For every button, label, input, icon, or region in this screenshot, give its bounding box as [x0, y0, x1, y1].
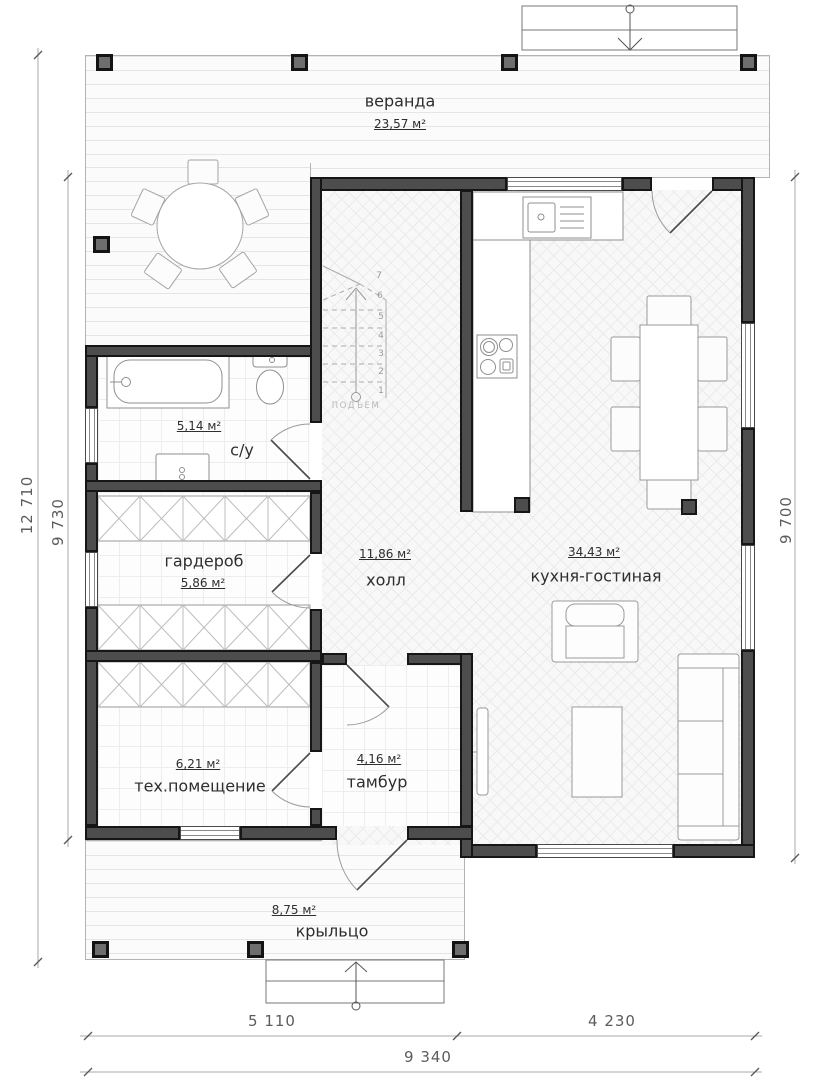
- window: [85, 552, 98, 607]
- door-bathroom: [271, 424, 310, 479]
- porch-post: [452, 941, 469, 958]
- wall-segment: [85, 463, 98, 552]
- door-kitchen-entry: [652, 191, 712, 233]
- window: [85, 408, 98, 463]
- room-name-porch: крыльцо: [295, 921, 369, 941]
- window: [180, 826, 240, 840]
- bath: [107, 354, 229, 408]
- dining-set: [611, 296, 727, 509]
- room-name-tech-room: тех.помещение: [134, 776, 266, 796]
- wall-segment: [741, 428, 755, 545]
- dining-chair: [698, 337, 727, 381]
- wardrobe-shelving: [98, 496, 310, 650]
- dimension-bottom-left: 5 110: [248, 1012, 296, 1030]
- wall-segment: [240, 826, 337, 840]
- porch-post: [92, 941, 109, 958]
- wall-segment: [85, 826, 180, 840]
- column: [514, 497, 530, 513]
- stair-step-number: 2: [378, 367, 384, 377]
- armchair: [552, 601, 638, 662]
- door-wardrobe: [272, 555, 310, 608]
- toilet: [253, 354, 287, 404]
- wall-segment: [310, 808, 322, 826]
- wall-segment: [310, 492, 322, 554]
- bathroom-sink: [156, 454, 209, 481]
- dimension-left-total: 12 710: [18, 475, 36, 535]
- dimension-left-inner: 9 730: [49, 498, 67, 546]
- wall-segment: [85, 480, 322, 492]
- room-area-wardrobe: 5,86 м²: [180, 576, 226, 590]
- veranda-chair: [188, 160, 218, 184]
- dimension-bottom-right: 4 230: [588, 1012, 636, 1030]
- kitchen-sink: [523, 197, 591, 238]
- room-area-veranda: 23,57 м²: [373, 117, 427, 131]
- wall-segment: [622, 177, 652, 191]
- wall-segment: [741, 177, 755, 323]
- window: [741, 545, 755, 650]
- porch-post: [247, 941, 264, 958]
- room-area-porch: 8,75 м²: [271, 903, 317, 917]
- column: [681, 499, 697, 515]
- stair-direction-label: ПОДЪЕМ: [331, 401, 381, 411]
- stair-step-number: 4: [378, 331, 384, 341]
- wall-segment: [85, 650, 322, 662]
- wall-segment: [673, 844, 755, 858]
- stair-step-number: 6: [377, 291, 383, 301]
- room-name-hall: холл: [366, 570, 406, 590]
- wall-segment: [310, 177, 507, 191]
- dimension-bottom-total: 9 340: [404, 1048, 452, 1066]
- wall-segment: [460, 653, 473, 827]
- window: [741, 323, 755, 428]
- veranda-post: [96, 54, 113, 71]
- coffee-table: [572, 707, 622, 797]
- veranda-post: [291, 54, 308, 71]
- stairs: [323, 266, 386, 402]
- door-porch-exit: [337, 840, 407, 890]
- window: [537, 844, 673, 858]
- veranda-post: [501, 54, 518, 71]
- room-name-wardrobe: гардероб: [164, 551, 244, 571]
- tech-room-shelving: [98, 662, 310, 707]
- room-name-kitchen-living: кухня-гостиная: [530, 566, 662, 586]
- stair-step-number: 5: [378, 312, 384, 322]
- wall-segment: [322, 653, 347, 665]
- stair-step-number: 3: [378, 349, 384, 359]
- stair-step-number: 7: [376, 271, 382, 281]
- dining-table: [640, 325, 698, 480]
- wall-segment: [85, 607, 98, 826]
- dining-chair: [698, 407, 727, 451]
- dining-chair: [611, 407, 640, 451]
- door-tech-room: [272, 753, 310, 807]
- room-area-vestibule: 4,16 м²: [356, 752, 402, 766]
- stair-step-number: 1: [378, 386, 384, 396]
- wall-segment: [460, 190, 473, 512]
- room-area-bathroom: 5,14 м²: [176, 419, 222, 433]
- room-name-bathroom: с/у: [230, 440, 254, 460]
- room-name-vestibule: тамбур: [346, 772, 408, 792]
- room-area-kitchen-living: 34,43 м²: [567, 545, 621, 559]
- door-vestibule: [347, 665, 389, 725]
- room-name-veranda: веранда: [364, 91, 436, 111]
- dining-chair: [647, 296, 691, 326]
- entry-steps-bottom: [266, 960, 444, 1010]
- cooktop: [477, 335, 517, 378]
- dining-chair: [611, 337, 640, 381]
- veranda-table-set: [131, 160, 269, 289]
- room-area-tech-room: 6,21 м²: [175, 757, 221, 771]
- veranda-post: [93, 236, 110, 253]
- veranda-round-table: [157, 183, 243, 269]
- wall-segment: [310, 662, 322, 752]
- wall-segment: [741, 650, 755, 858]
- dimension-right: 9 700: [777, 496, 795, 544]
- wall-segment: [407, 826, 473, 840]
- entry-steps-top: [522, 5, 737, 50]
- veranda-post: [740, 54, 757, 71]
- room-area-hall: 11,86 м²: [358, 547, 412, 561]
- wall-segment: [310, 177, 322, 423]
- radiator: [473, 708, 488, 795]
- sofa: [678, 654, 739, 840]
- wall-segment: [85, 345, 322, 357]
- window: [507, 177, 622, 191]
